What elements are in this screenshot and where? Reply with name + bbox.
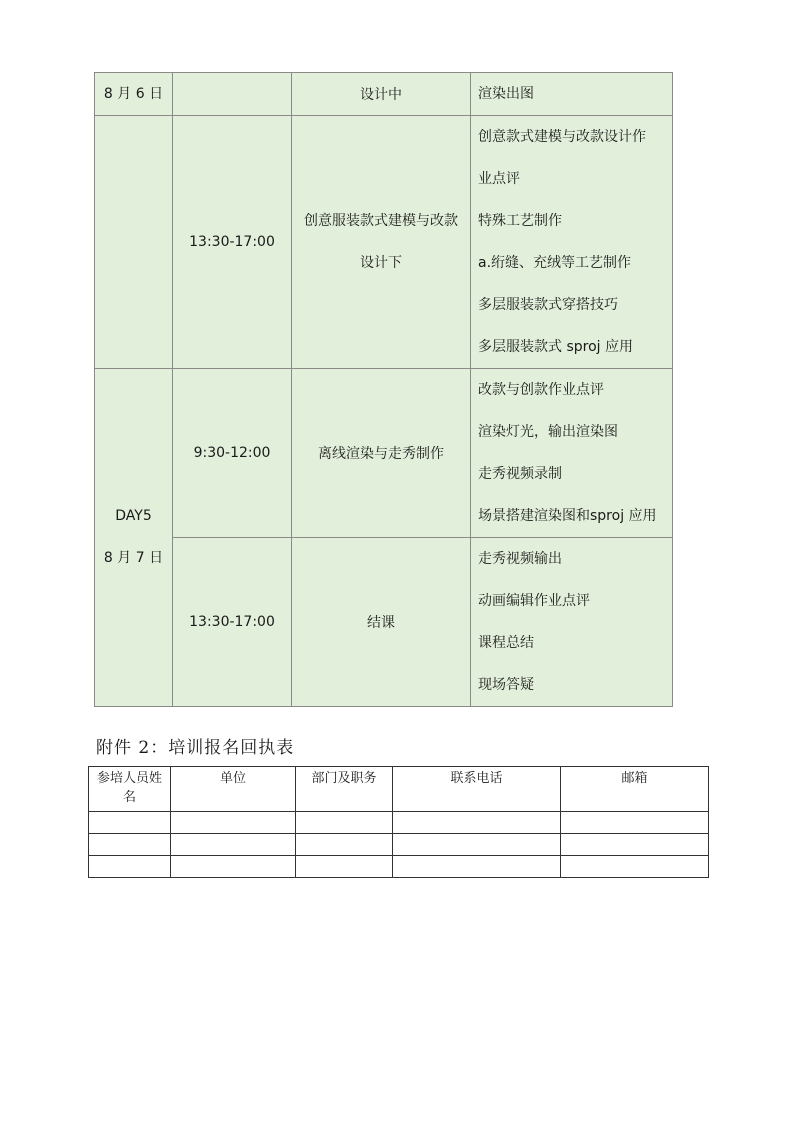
content-line: 现场答疑	[478, 677, 534, 693]
department-field[interactable]	[296, 856, 393, 878]
column-header-name	[89, 767, 171, 812]
content-cell	[471, 73, 673, 116]
registration-blank-row	[89, 812, 709, 834]
content-line: 课程总结	[478, 635, 534, 651]
content-line: 多层服装款式穿搭技巧	[478, 297, 618, 313]
content-cell	[471, 369, 673, 538]
name-field[interactable]	[89, 812, 171, 834]
content-line: 特殊工艺制作	[478, 213, 562, 229]
unit-field[interactable]	[171, 856, 296, 878]
content-cell	[471, 538, 673, 707]
content-line: 多层服装款式 sproj 应用	[478, 339, 633, 355]
department-field[interactable]	[296, 834, 393, 856]
time-cell: 13:30-17:00	[173, 116, 292, 369]
column-header-department: 部门及职务	[296, 767, 393, 812]
content-line: 渲染灯光，输出渲染图	[478, 424, 618, 440]
content-line: 动画编辑作业点评	[478, 593, 590, 609]
phone-field[interactable]	[393, 834, 561, 856]
registration-header-row	[89, 767, 709, 812]
session-cell	[292, 116, 471, 369]
schedule-row-day5-afternoon	[95, 538, 673, 707]
content-line: 创意款式建模与改款设计作	[478, 129, 646, 145]
email-field[interactable]	[561, 856, 709, 878]
date-label: 8 月 7 日	[103, 550, 164, 566]
schedule-row-aug6-afternoon	[95, 116, 673, 369]
column-header-email: 邮箱	[561, 767, 709, 812]
content-line: 改款与创款作业点评	[478, 382, 604, 398]
attachment-heading: 附件 2：培训报名回执表	[96, 738, 295, 758]
time-cell	[173, 73, 292, 116]
session-cell: 结课	[292, 538, 471, 707]
name-field[interactable]	[89, 834, 171, 856]
column-header-name-label: 参培人员姓名	[96, 771, 162, 805]
session-cell: 设计中	[292, 73, 471, 116]
session-title-line: 设计下	[360, 255, 402, 271]
date-cell-continued	[95, 116, 173, 369]
department-field[interactable]	[296, 812, 393, 834]
email-field[interactable]	[561, 834, 709, 856]
session-title-line: 创意服装款式建模与改款	[304, 213, 458, 229]
email-field[interactable]	[561, 812, 709, 834]
content-line: 业点评	[478, 171, 520, 187]
phone-field[interactable]	[393, 856, 561, 878]
phone-field[interactable]	[393, 812, 561, 834]
time-cell: 13:30-17:00	[173, 538, 292, 707]
day-label: DAY5	[115, 508, 152, 524]
time-cell: 9:30-12:00	[173, 369, 292, 538]
content-line: 走秀视频输出	[478, 551, 562, 567]
registration-form-table	[88, 766, 709, 878]
date-label: 8 月 6 日	[103, 86, 164, 102]
content-line: 渲染出图	[478, 86, 534, 102]
name-field[interactable]	[89, 856, 171, 878]
content-line: 场景搭建渲染图和sproj 应用	[478, 508, 657, 524]
session-cell: 离线渲染与走秀制作	[292, 369, 471, 538]
date-cell	[95, 73, 173, 116]
registration-blank-row	[89, 834, 709, 856]
column-header-unit: 单位	[171, 767, 296, 812]
content-line: a.绗缝、充绒等工艺制作	[478, 255, 632, 271]
unit-field[interactable]	[171, 834, 296, 856]
registration-blank-row	[89, 856, 709, 878]
column-header-phone: 联系电话	[393, 767, 561, 812]
content-line: 走秀视频录制	[478, 466, 562, 482]
content-cell	[471, 116, 673, 369]
schedule-row-aug6-design	[95, 73, 673, 116]
day5-date-cell	[95, 369, 173, 707]
schedule-table	[94, 72, 673, 707]
schedule-row-day5-morning	[95, 369, 673, 538]
unit-field[interactable]	[171, 812, 296, 834]
